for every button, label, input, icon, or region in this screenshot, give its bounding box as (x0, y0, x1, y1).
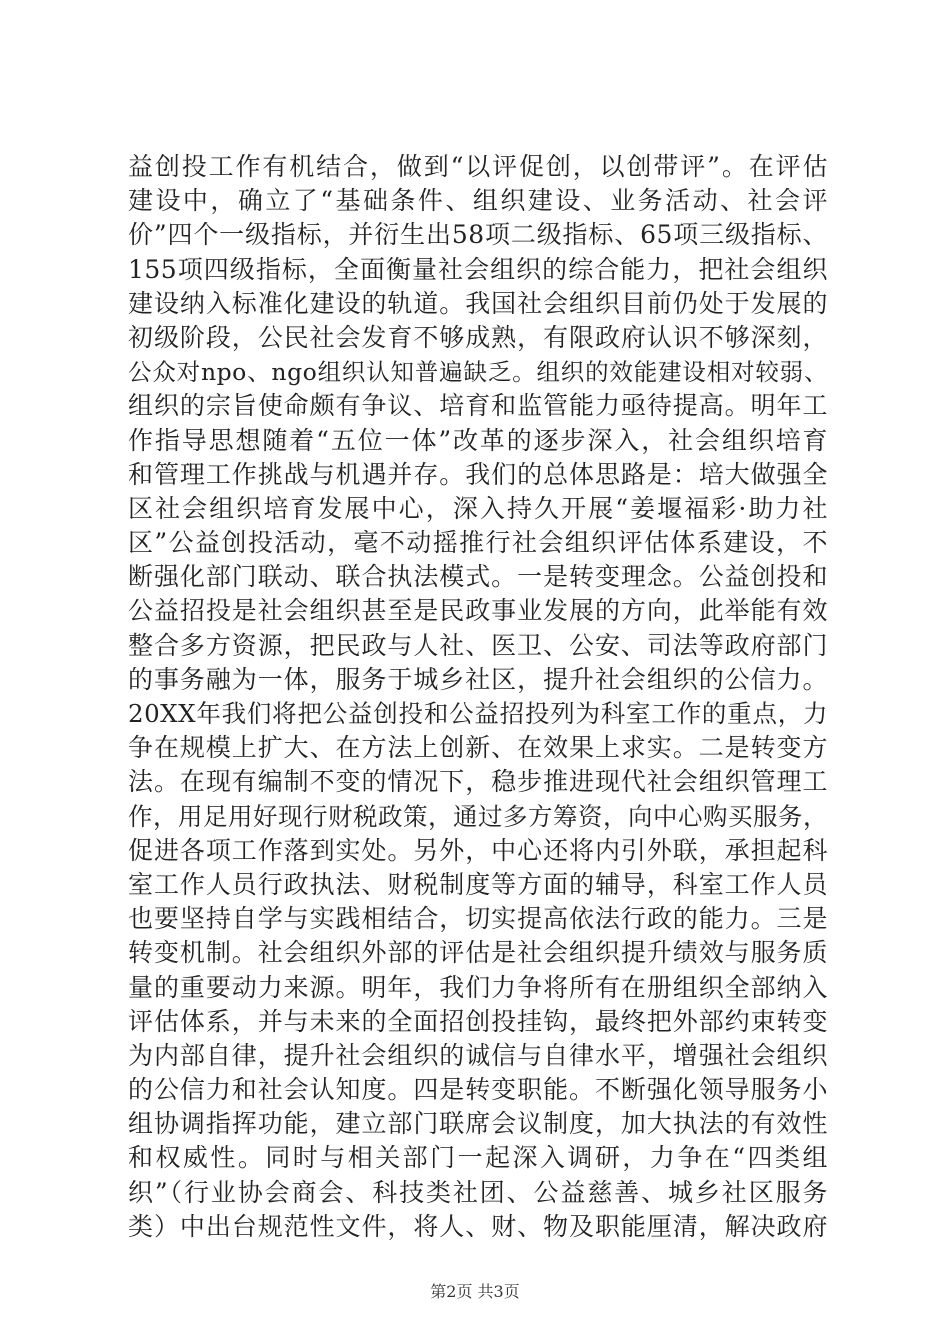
text-line: 转变机制。社会组织外部的评估是社会组织提升绩效与服务质 (128, 938, 828, 968)
text-line: 织”（行业协会商会、科技类社团、公益慈善、城乡社区服务 (128, 1177, 828, 1207)
text-line: 和权威性。同时与相关部门一起深入调研，力争在“四类组 (128, 1143, 828, 1173)
text-line: 室工作人员行政执法、财税制度等方面的辅导，科室工作人员 (128, 869, 828, 899)
text-line: 益创投工作有机结合，做到“以评促创，以创带评”。在评估 (128, 152, 828, 181)
text-line: 的公信力和社会认知度。四是转变职能。不断强化领导服务小 (128, 1075, 828, 1105)
text-line: 也要坚持自学与实践相结合，切实提高依法行政的能力。三是 (128, 904, 828, 934)
text-line: 组协调指挥功能，建立部门联席会议制度，加大执法的有效性 (128, 1109, 828, 1139)
text-line: 断强化部门联动、联合执法模式。一是转变理念。公益创投和 (128, 562, 828, 592)
text-line: 量的重要动力来源。明年，我们力争将所有在册组织全部纳入 (128, 972, 828, 1002)
body-paragraph (128, 150, 828, 1244)
text-line: 区社会组织培育发展中心，深入持久开展“姜堰福彩·助力社 (128, 493, 828, 523)
text-line: 建设纳入标准化建设的轨道。我国社会组织目前仍处于发展的 (128, 288, 828, 318)
page-footer: 第2页 共3页 (430, 1282, 520, 1301)
text-line: 评估体系，并与未来的全面招创投挂钩，最终把外部约束转变 (128, 1006, 828, 1036)
text-line: 类）中出台规范性文件，将人、财、物及职能厘清，解决政府 (128, 1211, 828, 1241)
text-line: 155项四级指标，全面衡量社会组织的综合能力，把社会组织 (128, 254, 828, 284)
text-line: 公众对npo、ngo组织认知普遍缺乏。组织的效能建设相对较弱、 (128, 358, 828, 387)
text-line: 区”公益创投活动，毫不动摇推行社会组织评估体系建设，不 (128, 528, 828, 558)
text-line: 法。在现有编制不变的情况下，稳步推进现代社会组织管理工 (128, 767, 828, 797)
text-line: 作指导思想随着“五位一体”改革的逐步深入，社会组织培育 (128, 425, 828, 455)
text-line: 的事务融为一体，服务于城乡社区，提升社会组织的公信力。 (128, 664, 828, 694)
text-line: 作，用足用好现行财税政策，通过多方筹资，向中心购买服务， (128, 801, 828, 831)
text-line: 促进各项工作落到实处。另外，中心还将内引外联，承担起科 (128, 835, 828, 865)
text-line: 争在规模上扩大、在方法上创新、在效果上求实。二是转变方 (128, 733, 828, 763)
text-line: 价”四个一级指标，并衍生出58项二级指标、65项三级指标、 (128, 220, 828, 250)
text-line: 初级阶段，公民社会发育不够成熟，有限政府认识不够深刻， (128, 322, 828, 352)
text-line: 建设中，确立了“基础条件、组织建设、业务活动、社会评 (128, 186, 828, 216)
text-line: 和管理工作挑战与机遇并存。我们的总体思路是：培大做强全 (128, 459, 828, 489)
text-line: 整合多方资源，把民政与人社、医卫、公安、司法等政府部门 (128, 630, 828, 660)
text-line: 公益招投是社会组织甚至是民政事业发展的方向，此举能有效 (128, 596, 828, 626)
text-line: 为内部自律，提升社会组织的诚信与自律水平，增强社会组织 (128, 1040, 828, 1070)
text-line: 20XX年我们将把公益创投和公益招投列为科室工作的重点，力 (128, 699, 828, 728)
text-line: 组织的宗旨使命颇有争议、培育和监管能力亟待提高。明年工 (128, 391, 828, 421)
